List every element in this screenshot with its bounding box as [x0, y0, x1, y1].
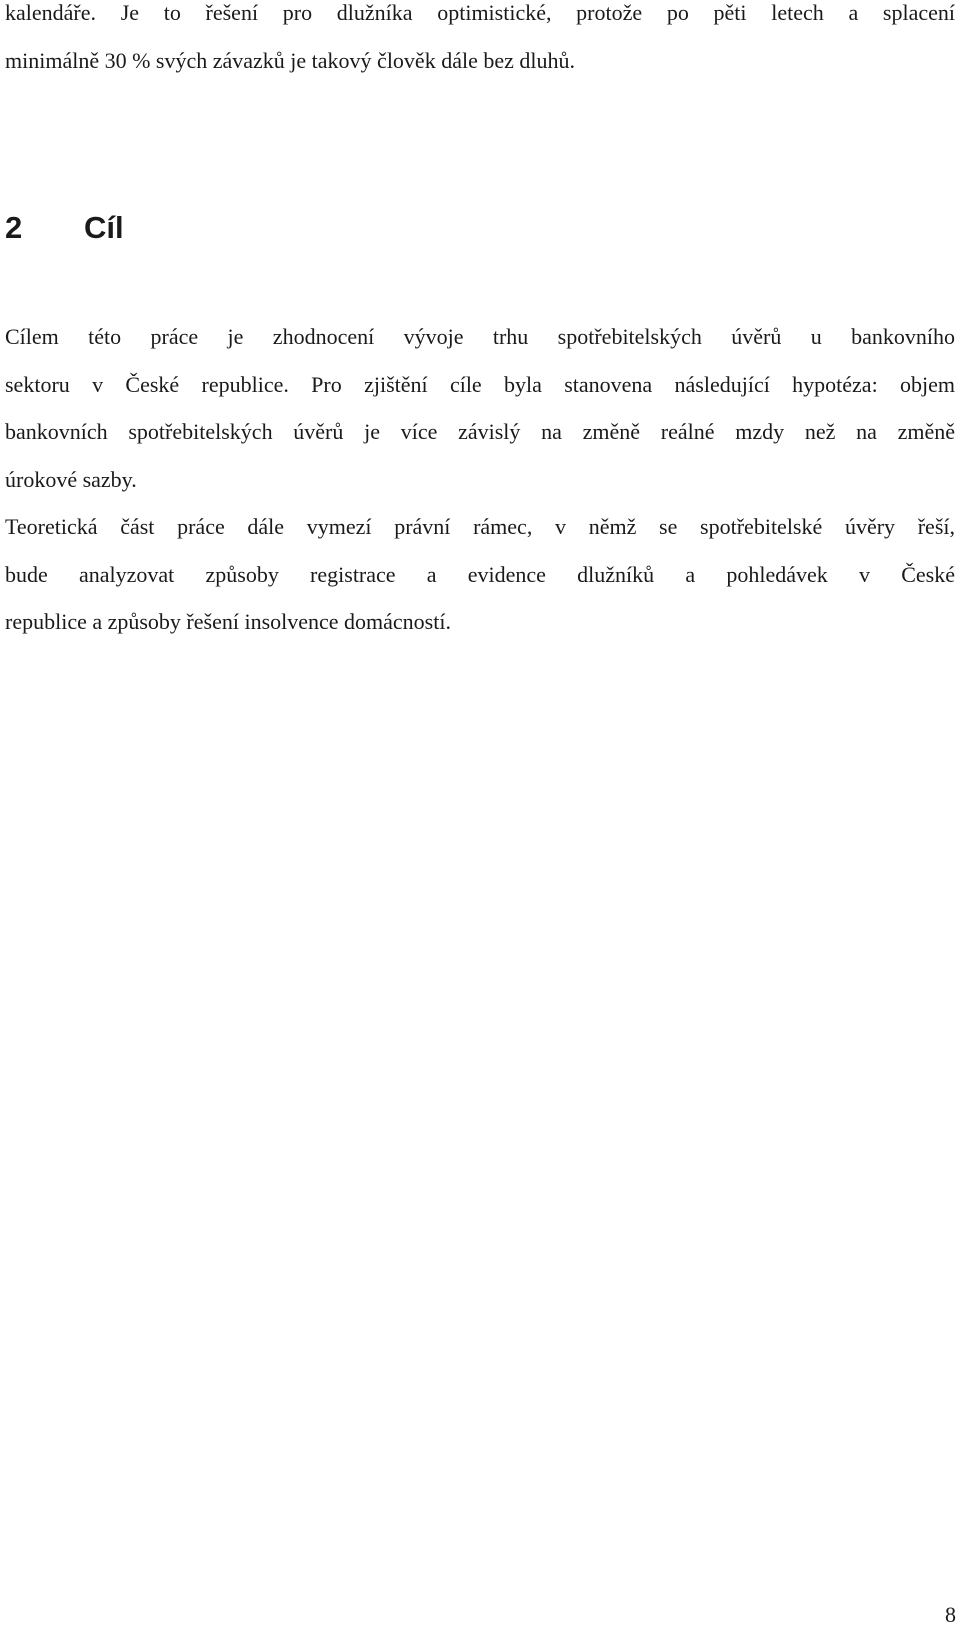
section-heading [5, 208, 124, 248]
text-line: kalendáře. Je to řešení pro dlužníka optimistické, protože po pěti letech a splacení [5, 0, 955, 25]
text-line: úrokové sazby. [5, 466, 137, 492]
text-line: bankovních spotřebitelských úvěrů je více závislý na změně reálné mzdy než na změně [5, 419, 955, 444]
text-line: republice a způsoby řešení insolvence domácností. [5, 609, 451, 634]
paragraph-goal [5, 313, 955, 503]
section-title: Cíl [84, 210, 124, 245]
text-line: bude analyzovat způsoby registrace a evidence dlužníků a pohledávek v České [5, 561, 955, 587]
page-number: 8 [945, 1602, 956, 1627]
paragraph-theory [5, 503, 955, 646]
text-line: Cílem této práce je zhodnocení vývoje trhu spotřebitelských úvěrů u bankovního [5, 324, 955, 349]
paragraph-intro [5, 0, 955, 84]
section-number: 2 [5, 210, 23, 245]
text-line: Teoretická část práce dále vymezí právní rámec, v němž se spotřebitelské úvěry řeší, [5, 514, 955, 539]
text-line: minimálně 30 % svých závazků je takový člověk dále bez dluhů. [5, 47, 575, 73]
text-line: sektoru v České republice. Pro zjištění cíle byla stanovena následující hypotéza: objem [5, 371, 955, 397]
